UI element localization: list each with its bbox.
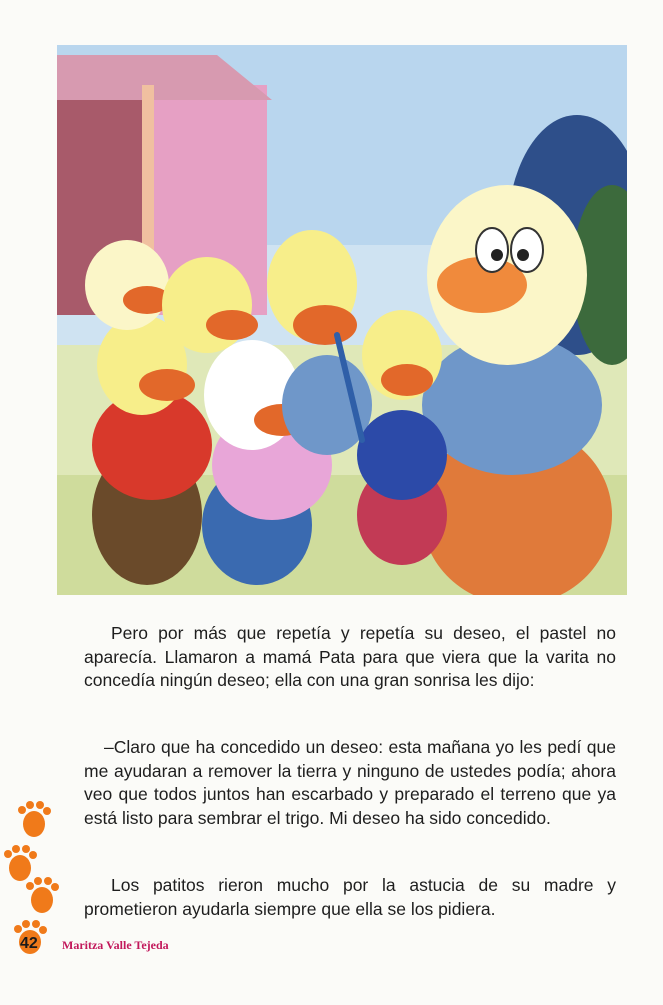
paragraph-1: Pero por más que repetía y repetía su deseo, el pastel no aparecía. Llamaron a mamá Pata para que viera que la varita no concedía ningún deseo; ella con una gran sonrisa les dijo: [84,623,616,690]
page-number: 42 [20,935,38,952]
footprint-icon [4,845,37,881]
paragraph-3: Los patitos rieron mucho por la astucia de su madre y prometieron ayudarla siempre que ella se los pidiera. [84,875,616,919]
duck-family-illustration [57,45,627,595]
footprint-icon [26,877,59,913]
footprints-decoration [0,800,70,1000]
author-name: Maritza Valle Tejeda [62,938,169,952]
ducks-illustration-svg [57,45,627,595]
footprint-icon [18,801,51,837]
paragraph-2: –Claro que ha concedido un deseo: esta mañana yo les pedí que me ayudaran a remover la tierra y ninguno de ustedes podía; ahora veo que todos juntos han escarbado y preparado el terreno que ya está listo para sembrar el trigo. Mi deseo ha sido concedido. [84,737,616,828]
